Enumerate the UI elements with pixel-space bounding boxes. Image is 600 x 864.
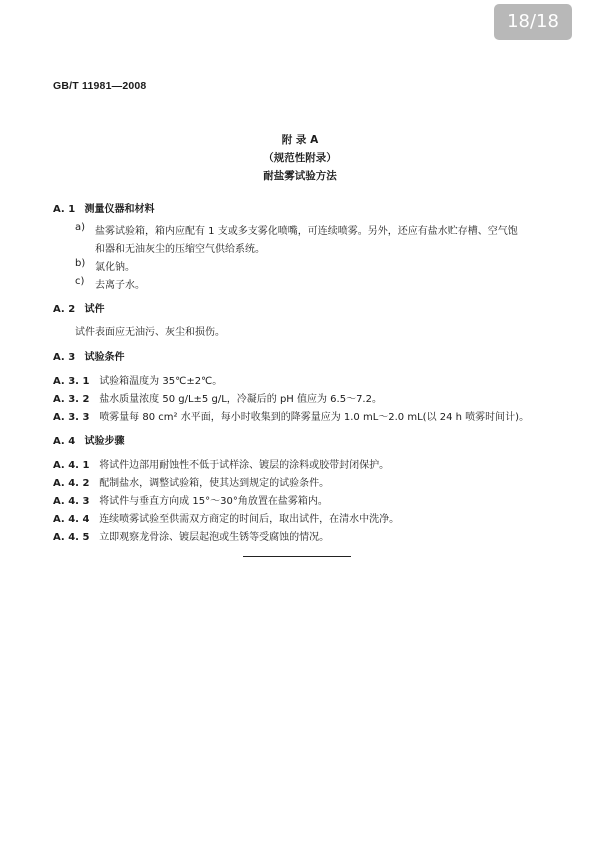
clause-number: A. 4. 2: [53, 478, 90, 489]
standard-code: GB/T 11981—2008: [53, 80, 147, 92]
clause-number: A. 3. 2: [53, 394, 90, 405]
item-text: 去离子水。: [95, 280, 145, 291]
item-label: a): [75, 222, 86, 233]
section-a4-heading: [53, 432, 124, 447]
section-a1-heading: [53, 200, 154, 215]
section-a2-text: 试件表面应无油污、灰尘和损伤。: [75, 327, 225, 338]
clause-a4-2: [53, 474, 329, 489]
clause-a4-1: [53, 456, 389, 471]
end-of-document-rule: [243, 556, 351, 557]
clause-text: 将试件边部用耐蚀性不低于试样涂、镀层的涂料或胶带封闭保护。: [99, 460, 390, 471]
clause-number: A. 4. 5: [53, 532, 90, 543]
annex-type: （规范性附录）: [263, 152, 337, 164]
clause-text: 试验箱温度为 35℃±2℃。: [99, 376, 223, 387]
clause-text: 喷雾量每 80 cm² 水平面，每小时收集到的降雾量应为 1.0 mL～2.0 mL(以 24 h 喷雾时间计)。: [99, 412, 530, 423]
section-number: A. 1: [53, 204, 76, 215]
annex-title: 附 录 A: [281, 134, 319, 146]
section-a2-heading: [53, 300, 104, 315]
clause-number: A. 4. 4: [53, 514, 90, 525]
clause-a3-3: [53, 408, 529, 423]
clause-a4-3: [53, 492, 328, 507]
item-text-continuation: 和器和无油灰尘的压缩空气供给系统。: [95, 244, 265, 255]
item-text: 氯化钠。: [95, 262, 135, 273]
clause-text: 盐水质量浓度 50 g/L±5 g/L，冷凝后的 pH 值应为 6.5～7.2。: [99, 394, 382, 405]
clause-text: 将试件与垂直方向成 15°～30°角放置在盐雾箱内。: [99, 496, 328, 507]
clause-number: A. 4. 1: [53, 460, 90, 471]
item-label: c): [75, 276, 85, 287]
section-title: 试件: [84, 304, 105, 315]
section-a3-heading: [53, 348, 124, 363]
annex-subject: 耐盐雾试验方法: [263, 170, 337, 182]
item-label: b): [75, 258, 86, 269]
clause-text: 配制盐水，调整试验箱，使其达到规定的试验条件。: [99, 478, 330, 489]
section-title: 试验条件: [84, 352, 125, 363]
clause-number: A. 4. 3: [53, 496, 90, 507]
section-number: A. 3: [53, 352, 76, 363]
clause-text: 连续喷雾试验至供需双方商定的时间后，取出试件，在清水中洗净。: [99, 514, 400, 525]
clause-a4-4: [53, 510, 399, 525]
clause-number: A. 3. 1: [53, 376, 90, 387]
clause-text: 立即观察龙骨涂、镀层起泡或生锈等受腐蚀的情况。: [99, 532, 330, 543]
clause-a3-2: [53, 390, 382, 405]
clause-a3-1: [53, 372, 222, 387]
page-indicator: 18/18: [494, 4, 572, 40]
section-number: A. 4: [53, 436, 76, 447]
section-title: 测量仪器和材料: [84, 204, 155, 215]
clause-number: A. 3. 3: [53, 412, 90, 423]
clause-a4-5: [53, 528, 329, 543]
item-text: 盐雾试验箱，箱内应配有 1 支或多支雾化喷嘴，可连续喷雾。另外，还应有盐水贮存槽、空气饱: [95, 226, 518, 237]
section-number: A. 2: [53, 304, 76, 315]
section-title: 试验步骤: [84, 436, 125, 447]
